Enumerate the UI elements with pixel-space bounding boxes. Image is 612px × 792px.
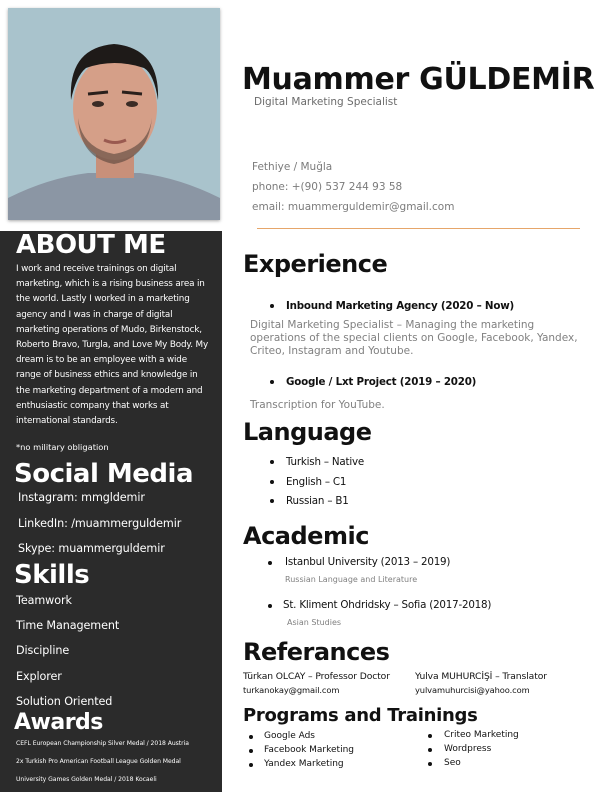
social-instagram: Instagram: mmgldemir xyxy=(18,491,145,504)
reference-email: turkanokay@gmail.com xyxy=(243,685,340,695)
location: Fethiye / Muğla xyxy=(252,161,333,173)
program-item: Wordpress xyxy=(444,744,492,754)
awards-heading: Awards xyxy=(14,710,103,735)
divider xyxy=(257,228,580,229)
academic-school: St. Kliment Ohdridsky – Sofia (2017-2018) xyxy=(283,599,492,611)
bullet xyxy=(249,749,253,753)
references-heading: Referances xyxy=(243,638,390,666)
job-title: Digital Marketing Specialist xyxy=(254,96,398,108)
language-item: English – C1 xyxy=(286,476,347,488)
academic-school: Istanbul University (2013 – 2019) xyxy=(285,556,451,568)
social-linkedin: LinkedIn: /muammerguldemir xyxy=(18,517,182,530)
bullet xyxy=(270,460,274,464)
bullet xyxy=(249,735,253,739)
social-skype: Skype: muammerguldemir xyxy=(18,542,165,555)
programs-heading: Programs and Trainings xyxy=(243,705,478,726)
bullet xyxy=(268,604,272,608)
phone: phone: +(90) 537 244 93 58 xyxy=(252,181,403,193)
academic-heading: Academic xyxy=(243,522,369,550)
award-item: CEFL European Championship Silver Medal / 2018 Austria xyxy=(16,740,189,747)
program-item: Criteo Marketing xyxy=(444,730,519,740)
reference-name: Türkan OLCAY – Professor Doctor xyxy=(243,671,390,682)
experience-desc: Digital Marketing Specialist – Managing the marketing operations of the special clients on Google, Facebook, Yandex, Criteo, Instagram and Youtube. xyxy=(250,319,578,357)
social-heading: Social Media xyxy=(14,459,193,489)
candidate-name: Muammer GÜLDEMİR xyxy=(242,62,595,97)
profile-photo xyxy=(8,8,220,220)
bullet xyxy=(428,762,432,766)
award-item: 2x Turkish Pro American Football League Golden Medal xyxy=(16,758,181,765)
experience-title: Google / Lxt Project (2019 – 2020) xyxy=(286,376,477,388)
bullet xyxy=(270,304,274,308)
military-note: *no military obligation xyxy=(16,442,109,452)
bullet xyxy=(270,480,274,484)
skill-item: Teamwork xyxy=(16,594,72,607)
reference-email: yulvamuhurcisi@yahoo.com xyxy=(415,685,530,695)
bullet xyxy=(268,561,272,565)
language-item: Russian – B1 xyxy=(286,495,349,507)
academic-field: Russian Language and Literature xyxy=(285,575,418,584)
about-text: I work and receive trainings on digital marketing, which is a rising business area in the world. Lastly I worked in a marketing agency and I was in charge of digital marketing operations of Mudo, Birkenstock, Roberto Bravo, Turgla, and Love My Body. My dream is to be an employee with a wide range of business ethics and knowledge in the marketing department of a modern and enthusiastic company that works at international standards. xyxy=(16,264,209,427)
academic-field: Asian Studies xyxy=(287,618,342,627)
email: email: muammerguldemir@gmail.com xyxy=(252,201,455,213)
skills-heading: Skills xyxy=(14,560,90,590)
skill-item: Solution Oriented xyxy=(16,695,113,708)
language-item: Turkish – Native xyxy=(286,456,365,468)
bullet xyxy=(428,748,432,752)
bullet xyxy=(428,734,432,738)
experience-heading: Experience xyxy=(243,250,388,278)
skill-item: Discipline xyxy=(16,644,70,657)
skill-item: Time Management xyxy=(16,619,120,632)
skill-item: Explorer xyxy=(16,670,62,683)
bullet xyxy=(270,380,274,384)
experience-desc: Transcription for YouTube. xyxy=(250,399,385,411)
bullet xyxy=(249,763,253,767)
program-item: Yandex Marketing xyxy=(264,759,344,769)
program-item: Seo xyxy=(444,758,461,768)
award-item: University Games Golden Medal / 2018 Kocaeli xyxy=(16,776,157,783)
language-heading: Language xyxy=(243,418,372,446)
about-heading: ABOUT ME xyxy=(16,230,166,260)
reference-name: Yulva MUHURCİŞİ – Translator xyxy=(415,671,547,682)
experience-title: Inbound Marketing Agency (2020 – Now) xyxy=(286,300,515,312)
program-item: Google Ads xyxy=(264,731,315,741)
bullet xyxy=(270,499,274,503)
program-item: Facebook Marketing xyxy=(264,745,355,755)
